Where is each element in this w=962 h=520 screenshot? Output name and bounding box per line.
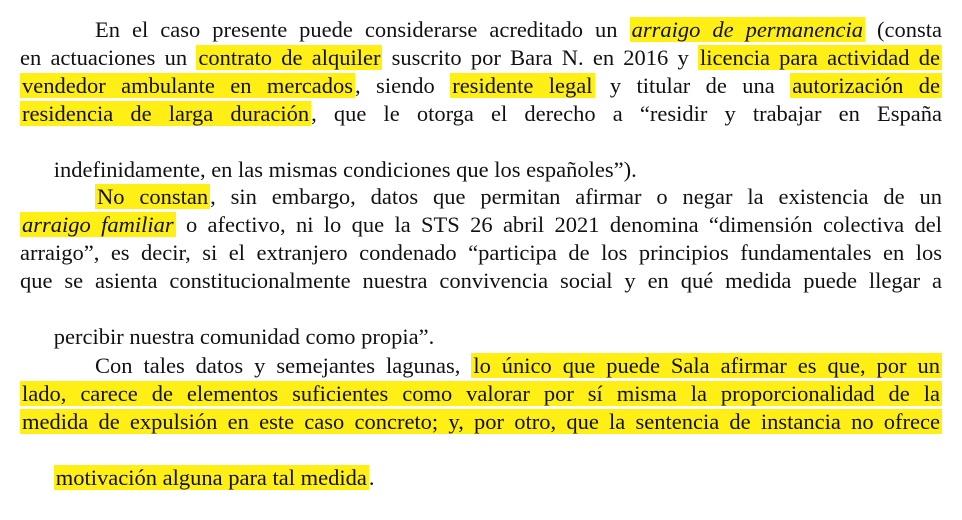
p1-l3-text-b: y titular de una (609, 73, 775, 98)
highlight-motivacion: motivación alguna para tal medida (55, 465, 367, 490)
p2-line-3 (20, 239, 942, 267)
p1-l3-text-a: , siendo (355, 73, 435, 98)
highlight-medida-expulsion: medida de expulsión en este caso concreto; y, por otro, que la sentencia de instancia no ofrece (22, 409, 940, 434)
p2-l2-text: o afectivo, ni lo que la STS 26 abril 2021 denomina “dimensión colectiva del (185, 212, 942, 237)
highlight-licencia-actividad: licencia para actividad de (699, 45, 940, 70)
p1-line-3 (20, 72, 942, 100)
p1-line-1 (95, 16, 942, 44)
highlight-residencia-larga-duracion: residencia de larga duración (22, 101, 310, 126)
highlight-no-constan: No constan (97, 184, 209, 209)
p3-line-4 (20, 436, 942, 490)
p3-line-3 (20, 408, 942, 436)
highlight-residente-legal: residente legal (452, 73, 593, 98)
highlight-vendedor-ambulante: vendedor ambulante en mercados (22, 73, 354, 98)
p1-l2-text-b: suscrito por Bara N. en 2016 y (391, 45, 689, 70)
highlight-arraigo-permanencia: arraigo de permanencia (631, 17, 864, 42)
p2-line-5 (20, 295, 942, 349)
p3-l1-text: Con tales datos y semejantes lagunas, (95, 353, 461, 378)
highlight-arraigo-familiar: arraigo familiar (22, 212, 174, 237)
p1-l1-text-b: (consta (877, 17, 943, 42)
p3-l4-text: . (368, 465, 375, 490)
highlight-lo-unico: lo único que puede Sala afirmar es que, por un (473, 353, 940, 378)
p2-l5-text: percibir nuestra comunidad como propia”. (53, 324, 435, 349)
p2-line-4 (20, 267, 942, 295)
p1-l2-text-a: en actuaciones un (20, 45, 188, 70)
highlight-contrato-alquiler: contrato de alquiler (198, 45, 381, 70)
p3-line-2 (20, 380, 942, 408)
highlight-carece-elementos: lado, carece de elementos suficientes como valorar por sí misma la proporcionalidad de la (22, 381, 940, 406)
p2-l4-text: que se asienta constitucionalmente nuestra convivencia social y en qué medida puede llegar a (20, 268, 942, 293)
p2-line-1 (95, 183, 942, 211)
p1-line-2 (20, 44, 942, 72)
p1-line-5 (20, 128, 942, 182)
highlight-autorizacion: autorización de (792, 73, 941, 98)
p1-l5-text: indefinidamente, en las mismas condiciones que los españoles”). (53, 157, 637, 182)
p1-l1-text-a: En el caso presente puede considerarse acreditado un (95, 17, 618, 42)
p1-l4-text: , que le otorga el derecho a “residir y trabajar en España (311, 101, 942, 126)
p2-l1-text: , sin embargo, datos que permitan afirmar o negar la existencia de un (210, 184, 942, 209)
p2-l3-text: arraigo”, es decir, si el extranjero condenado “participa de los principios fundamentales en los (20, 240, 942, 265)
p3-line-1 (95, 352, 942, 380)
p1-line-4 (20, 100, 942, 128)
p2-line-2 (20, 211, 942, 239)
